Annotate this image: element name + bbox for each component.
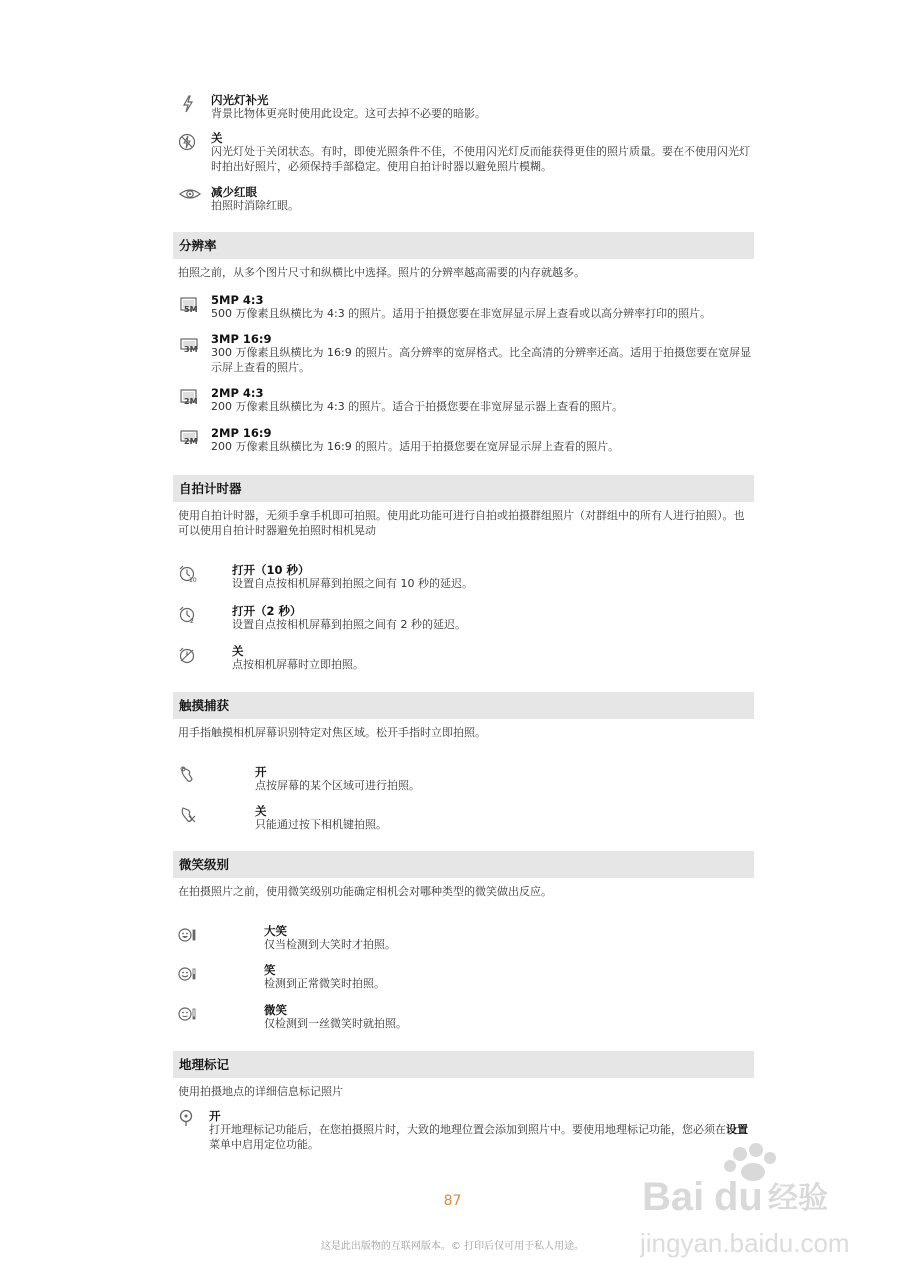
touch-off-icon: [177, 804, 197, 824]
resolution-5mp-icon: [179, 295, 199, 315]
timer-2s-icon: [177, 604, 197, 624]
smile-level-heading: 微笑级别: [179, 857, 230, 872]
red-eye-desc: 拍照时消除红眼。: [211, 199, 299, 212]
svg-text:经验: 经验: [768, 1181, 828, 1216]
timer-2s-desc: 设置自点按相机屏幕到拍照之间有 2 秒的延迟。: [232, 618, 466, 631]
smile-slight-title: 微笑: [264, 1003, 287, 1017]
geotag-desc-after: 菜单中启用定位功能。: [209, 1137, 319, 1151]
touch-capture-section-header: [173, 692, 754, 719]
flash-off-icon: [177, 132, 197, 152]
smile-normal-icon: [177, 964, 197, 984]
flash-fill-title: 闪光灯补光: [211, 93, 269, 107]
touch-capture-heading: 触摸捕获: [179, 698, 230, 713]
svg-text:2M: 2M: [184, 397, 198, 406]
resolution-3mp-icon: [179, 335, 199, 355]
resolution-2mp-4-3-icon: [179, 387, 199, 407]
smile-normal-desc: 检测到正常微笑时拍照。: [264, 977, 385, 990]
resolution-5mp-desc: 500 万像素且纵横比为 4:3 的照片。适用于拍摄您要在非宽屏显示屏上查看或以高分辨率打印的照片。: [211, 307, 712, 320]
resolution-intro: 拍照之前，从多个图片尺寸和纵横比中选择。照片的分辨率越高需要的内存就越多。: [178, 266, 585, 279]
resolution-2mp-4-3-desc: 200 万像素且纵横比为 4:3 的照片。适合于拍摄您要在非宽屏显示器上查看的照片。: [211, 400, 624, 413]
svg-text:du: du: [714, 1175, 763, 1219]
smile-normal-title: 笑: [264, 963, 276, 977]
timer-10s-title: 打开（10 秒）: [232, 563, 310, 577]
timer-off-icon: [177, 645, 197, 665]
resolution-3mp-title: 3MP 16:9: [211, 332, 272, 346]
svg-text:2: 2: [190, 618, 194, 624]
resolution-heading: 分辨率: [179, 238, 217, 253]
timer-2s-title: 打开（2 秒）: [232, 604, 302, 618]
self-timer-intro: 使用自拍计时器，无须手拿手机即可拍照。使用此功能可进行自拍或拍摄群组照片（对群组中的所有人进行拍照）。也可以使用自拍计时器避免拍照时相机晃动: [178, 509, 745, 537]
flash-fill-desc: 背景比物体更亮时使用此设定。这可去掉不必要的暗影。: [211, 107, 486, 120]
touch-capture-intro: 用手指触摸相机屏幕识别特定对焦区域。松开手指时立即拍照。: [178, 726, 486, 739]
smile-slight-desc: 仅检测到一丝微笑时就拍照。: [264, 1017, 407, 1030]
svg-text:5M: 5M: [184, 305, 198, 314]
touch-on-desc: 点按屏幕的某个区域可进行拍照。: [255, 779, 420, 792]
resolution-2mp-16-9-desc: 200 万像素且纵横比为 16:9 的照片。适用于拍摄您要在宽屏显示屏上查看的照片。: [211, 440, 620, 453]
svg-text:jingyan.baidu.com: jingyan.baidu.com: [640, 1228, 850, 1258]
touch-off-title: 关: [255, 804, 267, 818]
red-eye-title: 减少红眼: [211, 185, 257, 199]
smile-big-title: 大笑: [264, 924, 287, 938]
geotag-desc-before: 打开地理标记功能后，在您拍摄照片时，大致的地理位置会添加到照片中。要使用地理标记功能，您必须在: [209, 1123, 726, 1136]
flash-off-desc: 闪光灯处于关闭状态。有时，即使光照条件不佳，不使用闪光灯反而能获得更佳的照片质量。要在不使用闪光灯时拍出好照片，必须保持手部稳定。使用自拍计时器以避免照片模糊。: [211, 145, 750, 173]
svg-text:10: 10: [189, 577, 197, 583]
self-timer-section-header: [173, 475, 754, 502]
touch-on-title: 开: [255, 765, 267, 779]
touch-on-icon: [177, 764, 197, 784]
geotag-icon: [177, 1108, 197, 1128]
smile-big-desc: 仅当检测到大笑时才拍照。: [264, 938, 396, 951]
svg-text:3M: 3M: [184, 345, 198, 354]
resolution-3mp-desc: 300 万像素且纵横比为 16:9 的照片。高分辨率的宽屏格式。比全高清的分辨率还高。适用于拍摄您要在宽屏显示屏上查看的照片。: [211, 346, 752, 374]
smile-level-intro: 在拍摄照片之前，使用微笑级别功能确定相机会对哪种类型的微笑做出反应。: [178, 885, 552, 898]
footer-note: 这是此出版物的互联网版本。© 打印后仅可用于私人用途。: [320, 1241, 585, 1252]
geotag-section-header: [173, 1051, 754, 1078]
geotag-on-title: 开: [209, 1109, 221, 1123]
resolution-2mp-4-3-title: 2MP 4:3: [211, 386, 264, 400]
touch-off-desc: 只能通过按下相机键拍照。: [255, 818, 387, 831]
resolution-5mp-title: 5MP 4:3: [211, 293, 264, 307]
smile-slight-icon: [177, 1004, 197, 1024]
flash-off-title: 关: [211, 131, 223, 145]
timer-off-desc: 点按相机屏幕时立即拍照。: [232, 658, 364, 671]
red-eye-icon: [178, 184, 202, 204]
resolution-2mp-16-9-title: 2MP 16:9: [211, 426, 272, 440]
smile-level-section-header: [173, 851, 754, 878]
timer-10s-desc: 设置自点按相机屏幕到拍照之间有 10 秒的延迟。: [232, 577, 473, 590]
timer-off-title: 关: [232, 644, 244, 658]
flash-fill-icon: [178, 94, 198, 114]
smile-big-icon: [177, 925, 197, 945]
svg-text:2M: 2M: [184, 437, 198, 446]
geotag-heading: 地理标记: [179, 1057, 230, 1072]
resolution-section-header: [173, 232, 754, 259]
resolution-2mp-16-9-icon: [179, 427, 199, 447]
baidu-jingyan-watermark: [640, 1140, 850, 1270]
settings-menu-name: 设置: [726, 1123, 748, 1136]
self-timer-heading: 自拍计时器: [179, 481, 242, 496]
page-number: 87: [443, 1193, 462, 1209]
timer-10s-icon: [177, 563, 197, 583]
geotag-intro: 使用拍摄地点的详细信息标记照片: [178, 1085, 343, 1098]
svg-text:Bai: Bai: [642, 1175, 705, 1219]
